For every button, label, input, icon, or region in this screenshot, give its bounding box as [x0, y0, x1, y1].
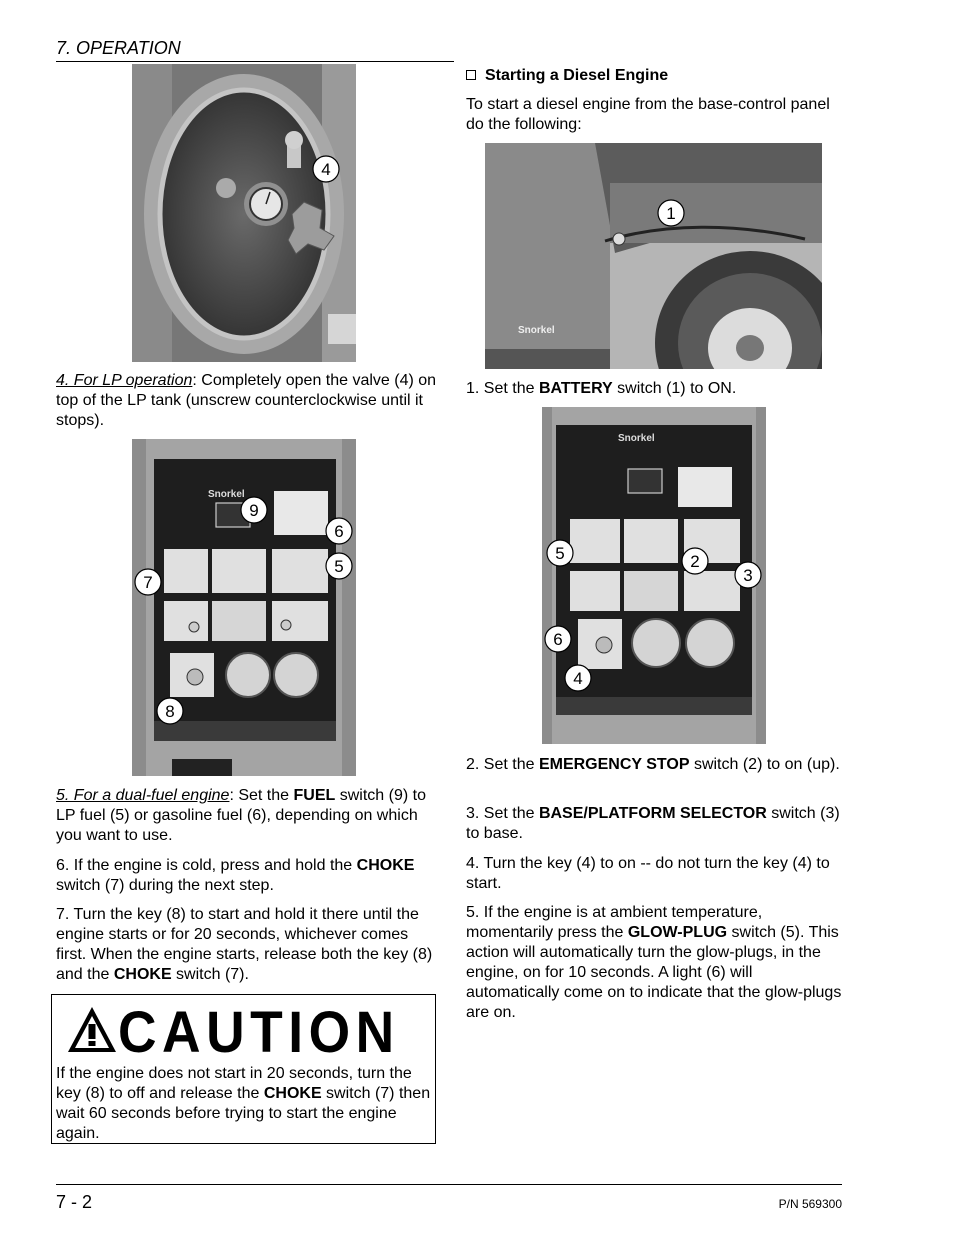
step-key-on: 4. Turn the key (4) to on -- do not turn the key (4) to start.: [466, 855, 830, 892]
brand-logo: Snorkel: [208, 489, 245, 500]
part-number: P/N 569300: [778, 1197, 842, 1211]
header-rule: [56, 61, 454, 62]
page-number: 7 - 2: [56, 1192, 93, 1212]
step-turn-key: 7. Turn the key (8) to start and hold it there until the engine starts or for 20 seconds, whichever comes first. When the engine starts, release both the key (8) and the CHOKE switch (7).: [56, 906, 433, 983]
callout-label: 6: [553, 630, 563, 649]
diesel-intro: To start a diesel engine from the base-control panel do the following:: [466, 96, 830, 133]
footer-rule: [56, 1184, 842, 1185]
lp-tank-photo: [132, 64, 356, 362]
callout-label: 5: [555, 544, 565, 563]
step-glow-plug: 5. If the engine is at ambient temperature, momentarily press the GLOW-PLUG switch (5). This action will automatically turn the glow-plugs, in the engine, on for 10 seconds. A light (6) will automatically come on to indicate that the glow-plugs are on.: [466, 904, 842, 1021]
callout-label: 2: [690, 552, 700, 571]
callout-label: 6: [334, 522, 344, 541]
diesel-machine-photo: [485, 143, 822, 369]
step-selector: 3. Set the BASE/PLATFORM SELECTOR switch (3) to base.: [466, 805, 840, 842]
callout-label: 4: [573, 669, 583, 688]
callout-label: 4: [321, 160, 331, 179]
brand-logo: Snorkel: [518, 325, 555, 336]
callout-label: 9: [249, 501, 259, 520]
diesel-heading: Starting a Diesel Engine: [466, 66, 668, 86]
diesel-panel-photo: [542, 407, 766, 744]
callout-label: 8: [165, 702, 175, 721]
step-emergency-stop: 2. Set the EMERGENCY STOP switch (2) to on (up).: [466, 756, 840, 773]
callout-label: 3: [743, 566, 753, 585]
caution-text: If the engine does not start in 20 seconds, turn the key (8) to off and release the CHOKE switch (7) then wait 60 seconds before trying to start the engine again.: [56, 1065, 431, 1142]
warning-triangle-icon: [66, 1004, 118, 1060]
caution-heading: CAUTION: [118, 1000, 400, 1065]
step-dual-fuel: 5. For a dual-fuel engine: Set the FUEL switch (9) to LP fuel (5) or gasoline fuel (6), depending on which you want to use.: [56, 787, 426, 844]
dual-fuel-panel-photo: [132, 439, 356, 776]
step-choke: 6. If the engine is cold, press and hold the CHOKE switch (7) during the next step.: [56, 857, 415, 894]
checkbox-icon: [466, 70, 476, 80]
callout-label: 7: [143, 573, 153, 592]
section-title: 7. OPERATION: [56, 38, 181, 58]
callout-label: 5: [334, 557, 344, 576]
step-battery: 1. Set the BATTERY switch (1) to ON.: [466, 380, 737, 397]
step-lp-operation: 4. For LP operation: Completely open the valve (4) on top of the LP tank (unscrew counterclockwise until it stops).: [56, 372, 437, 429]
callout-label: 1: [666, 204, 676, 223]
brand-logo: Snorkel: [618, 433, 655, 444]
